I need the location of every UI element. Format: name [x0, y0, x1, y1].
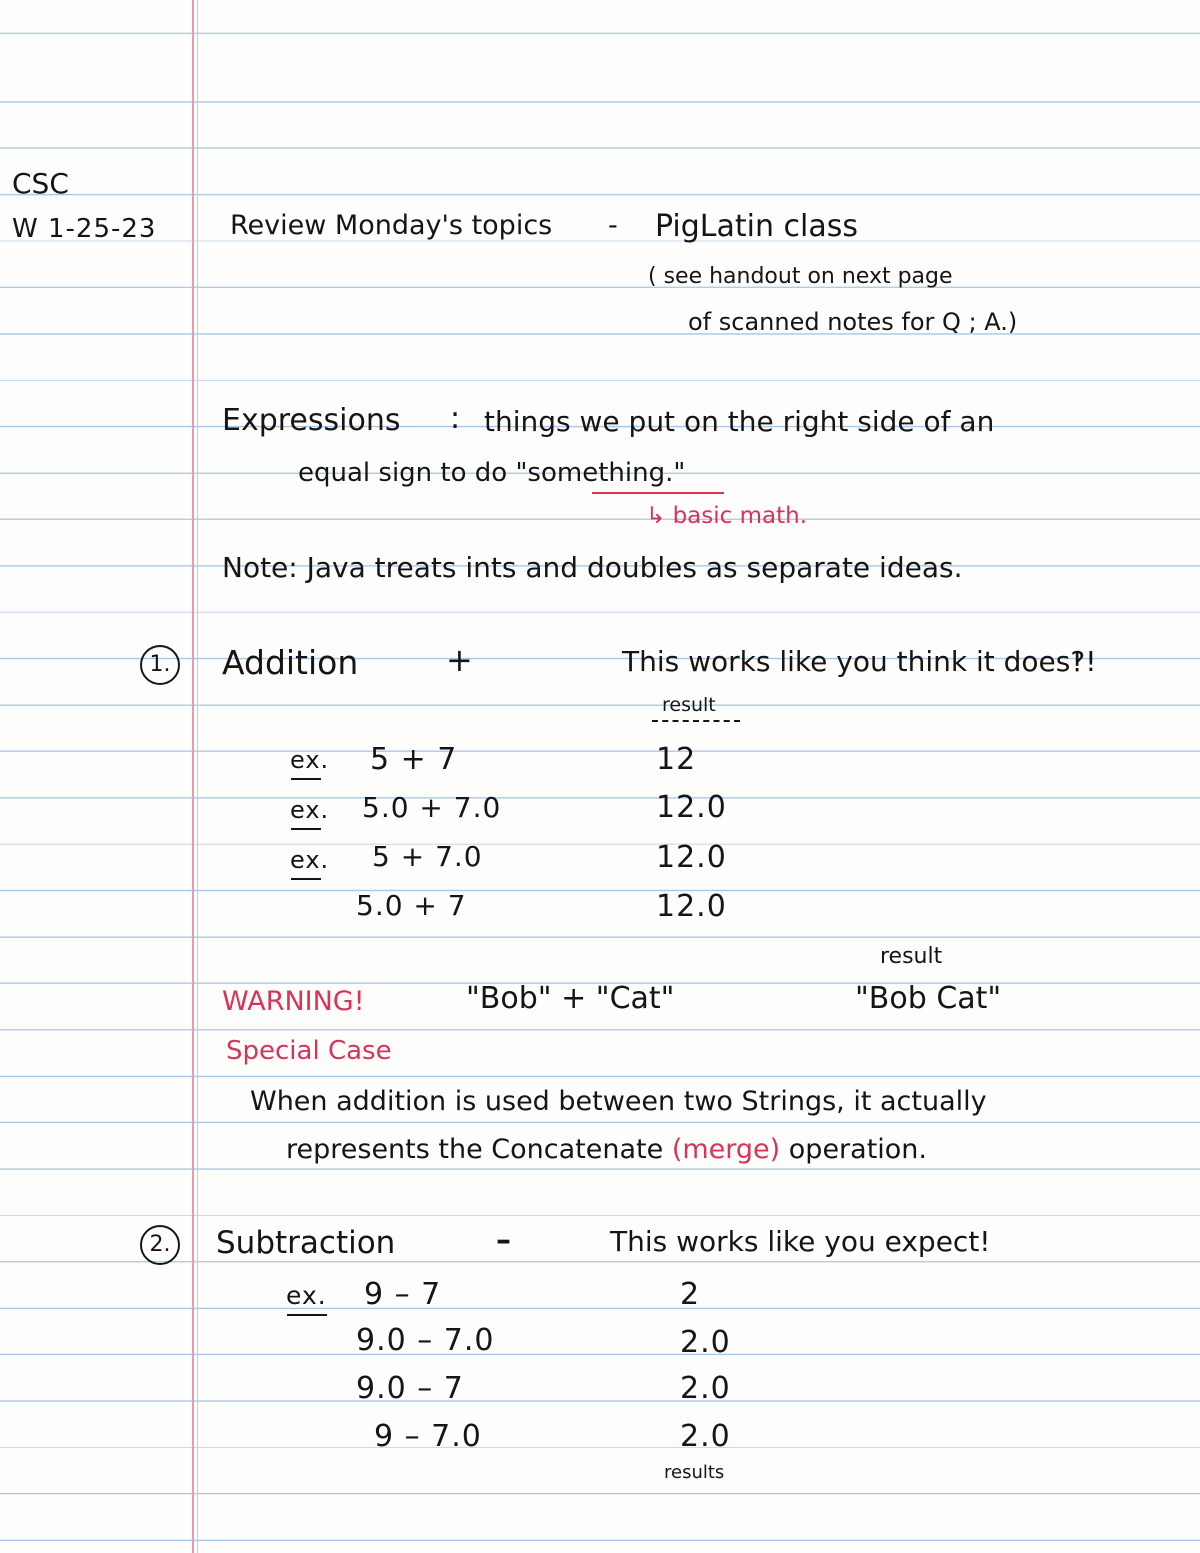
expressions-definition-line2: equal sign to do "something.": [298, 458, 686, 488]
ex-label: ex.: [290, 846, 330, 874]
subtraction-symbol: –: [496, 1223, 511, 1258]
review-dash: -: [608, 210, 618, 241]
addition-expr: 5 + 7.0: [372, 840, 483, 873]
concat-explanation-line2: [286, 1136, 927, 1163]
margin-line: [192, 0, 194, 1553]
addition-expr: 5 + 7: [370, 742, 458, 777]
course-label: CSC: [12, 167, 69, 200]
warning-result-header: result: [880, 944, 943, 969]
addition-result: 12: [656, 742, 697, 777]
ex-label: ex.: [290, 746, 330, 774]
special-case-label: Special Case: [226, 1036, 392, 1066]
section-number-2: 2.: [140, 1225, 180, 1265]
addition-result: 12.0: [656, 840, 727, 875]
operation-text: operation.: [788, 1134, 927, 1165]
ex-underline: [291, 828, 321, 830]
expressions-definition-line1: things we put on the right side of an: [484, 405, 995, 438]
date-label: W 1-25-23: [12, 214, 157, 244]
expressions-colon: :: [450, 401, 461, 436]
review-note-line2: of scanned notes for Q ; A.): [688, 308, 1018, 336]
subtraction-result: 2.0: [680, 1325, 731, 1360]
subtraction-expr: 9 – 7.0: [374, 1419, 482, 1454]
concat-text: represents the Concatenate: [286, 1134, 664, 1165]
subtraction-expr: 9 – 7: [364, 1277, 442, 1312]
ex-label: ex.: [286, 1281, 327, 1310]
section-number-1: 1.: [140, 645, 180, 685]
something-underline: [592, 492, 724, 494]
java-note: Note: Java treats ints and doubles as separate ideas.: [222, 551, 963, 584]
subtraction-results-footer: results: [664, 1462, 725, 1483]
ex-label: ex.: [290, 796, 330, 824]
subtraction-title: Subtraction: [216, 1225, 396, 1261]
ex-underline: [291, 878, 321, 880]
review-note-line1: ( see handout on next page: [648, 264, 953, 289]
concat-explanation-line1: When addition is used between two Strings, it actually: [250, 1086, 987, 1117]
addition-result-header: result: [662, 694, 716, 716]
subtraction-expr: 9.0 – 7: [356, 1371, 464, 1406]
addition-symbol: +: [446, 641, 473, 679]
addition-expr: 5.0 + 7.0: [362, 791, 502, 824]
review-text: Review Monday's topics: [230, 210, 553, 241]
subtraction-remark: This works like you expect!: [610, 1225, 991, 1258]
warning-expr: "Bob" + "Cat": [466, 981, 675, 1016]
addition-title: Addition: [222, 643, 359, 682]
warning-title: WARNING!: [222, 986, 365, 1017]
review-topic: PigLatin class: [655, 209, 859, 244]
subtraction-result: 2.0: [680, 1419, 731, 1454]
merge-annotation: (merge): [671, 1134, 781, 1165]
addition-remark: This works like you think it does‽!: [622, 645, 1097, 678]
subtraction-expr: 9.0 – 7.0: [356, 1323, 495, 1358]
warning-result: "Bob Cat": [855, 981, 1002, 1016]
result-header-underline: [652, 720, 740, 722]
subtraction-result: 2: [680, 1277, 701, 1312]
ex-underline: [291, 778, 321, 780]
addition-result: 12.0: [656, 790, 727, 825]
subtraction-result: 2.0: [680, 1371, 731, 1406]
expressions-term: Expressions: [222, 403, 401, 438]
ex-underline: [287, 1314, 327, 1316]
basic-math-annotation: ↳ basic math.: [646, 503, 808, 529]
addition-result: 12.0: [656, 889, 727, 924]
margin-line-secondary: [197, 0, 198, 1553]
addition-expr: 5.0 + 7: [356, 889, 467, 922]
